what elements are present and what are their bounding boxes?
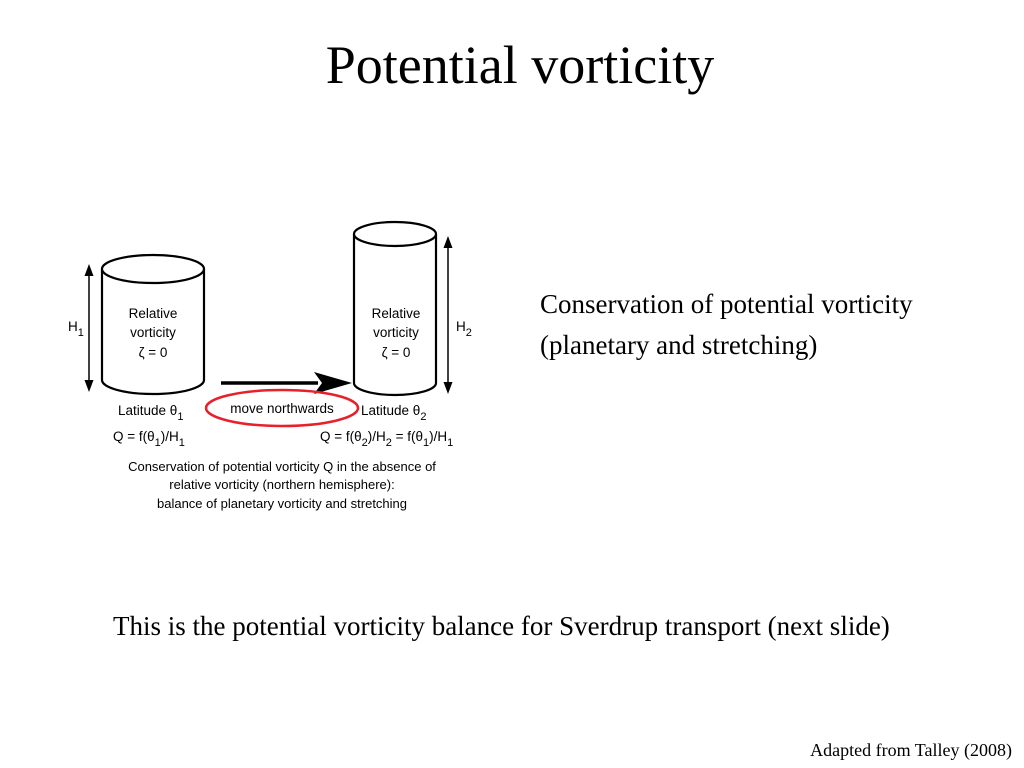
source-credit: Adapted from Talley (2008) (810, 740, 1012, 760)
diagram-caption-line1: Conservation of potential vorticity Q in the absence of (128, 459, 436, 474)
side-note: Conservation of potential vorticity (planetary and stretching) (540, 289, 913, 360)
left-latitude-label: Latitude $\theta_1$ (118, 403, 184, 423)
right-water-column (354, 222, 436, 395)
right-inner-line3: ζ = 0 (381, 345, 411, 360)
left-inner-line1: Relative (128, 306, 178, 321)
slide-title: Potential vorticity (325, 35, 715, 95)
right-column-top (354, 222, 436, 246)
left-column-top (102, 255, 204, 283)
right-q-equation: $Q = f(\theta_2)/H_2 = f(\theta_1)/H_1$ (320, 429, 454, 449)
right-height-label: $H_2$ (456, 319, 472, 339)
left-inner-line2: vorticity (130, 325, 176, 340)
left-inner-line3: ζ = 0 (138, 345, 168, 360)
diagram-caption-line2: relative vorticity (northern hemisphere): (169, 477, 395, 492)
diagram-caption-line3: balance of planetary vorticity and stretching (156, 496, 408, 511)
right-inner-line2: vorticity (373, 325, 419, 340)
right-latitude-label: Latitude $\theta_2$ (361, 403, 427, 423)
left-height-arrow (85, 264, 94, 392)
left-q-equation: $Q = f(\theta_1)/H_1$ (113, 429, 185, 449)
left-water-column (102, 255, 204, 394)
right-height-arrow (444, 236, 453, 394)
left-height-label: $H_1$ (68, 319, 84, 339)
arrow-label: move northwards (230, 401, 334, 416)
right-inner-line1: Relative (371, 306, 421, 321)
bottom-note: This is the potential vorticity balance for Sverdrup transport (next slide) (113, 611, 890, 641)
